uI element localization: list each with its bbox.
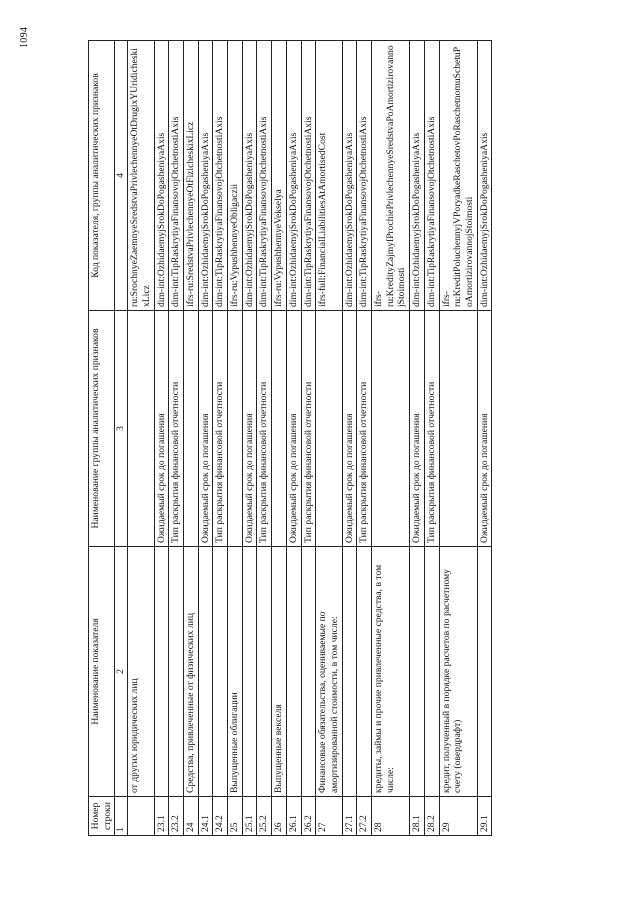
- table-row: [424, 41, 439, 836]
- table-row: [272, 41, 287, 836]
- indicator-table: [88, 40, 492, 836]
- group-name-cell: Тип раскрытия финансовой отчетности: [257, 311, 272, 547]
- table-row: [301, 41, 316, 836]
- indicator-code-cell: dim-int:TipRaskrytiyaFinansovojOtchetnostiAxis: [301, 41, 316, 311]
- group-name-cell: [439, 311, 477, 547]
- table-row: [477, 41, 492, 836]
- indicator-code-cell: dim-int:OzhidaemyjSrokDoPogasheniyaAxis: [477, 41, 492, 311]
- indicator-name-cell: кредиты, займы и прочие привлеченные средства, в том числе:: [372, 547, 410, 797]
- table-body: [115, 41, 492, 836]
- group-name-cell: [228, 311, 243, 547]
- indicator-code-cell: ru:SrochnyeZaemnyeSredstvaPrivlechennyeOtDrugixYUridicheskixLicz: [128, 41, 154, 311]
- table-row: [372, 41, 410, 836]
- group-name-cell: Ожидаемый срок до погашения: [477, 311, 492, 547]
- table-row: [228, 41, 243, 836]
- row-number-cell: 27.2: [357, 797, 372, 836]
- row-number-cell: 24: [183, 797, 198, 836]
- indicator-code-cell: dim-int:TipRaskrytiyaFinansovojOtchetnostiAxis: [169, 41, 184, 311]
- indicator-code-cell: ifrs-ru:SredstvaPrivlechennyeOtFizicheskixLicz: [183, 41, 198, 311]
- row-number-cell: 23.2: [169, 797, 184, 836]
- indicator-code-cell: dim-int:OzhidaemyjSrokDoPogasheniyaAxis: [342, 41, 357, 311]
- group-name-cell: Ожидаемый срок до погашения: [198, 311, 213, 547]
- table-row: [213, 41, 228, 836]
- group-name-cell: [272, 311, 287, 547]
- table-row: [183, 41, 198, 836]
- row-number-cell: 29.1: [477, 797, 492, 836]
- group-name-cell: [128, 311, 154, 547]
- indicator-code-cell: ifrs-ru:KredityZajmyIProchiePrivlechennyeSredstvaPoAmortizirovannojStoimosti: [372, 41, 410, 311]
- row-number-cell: 28.1: [410, 797, 425, 836]
- table-row: [169, 41, 184, 836]
- group-name-cell: Тип раскрытия финансовой отчетности: [357, 311, 372, 547]
- header-indicator-name: Наименование показателя: [89, 547, 115, 797]
- group-name-cell: Ожидаемый срок до погашения: [242, 311, 257, 547]
- indicator-name-cell: [213, 547, 228, 797]
- indicator-code-cell: ifrs-ru:KreditPoluchennyjVPoryadkeRaschetovPoRaschetnomuSchetuPoAmortizirovannojStoimosti: [439, 41, 477, 311]
- indicator-name-cell: [342, 547, 357, 797]
- column-number: 1: [115, 797, 128, 836]
- table-row: [410, 41, 425, 836]
- indicator-name-cell: [198, 547, 213, 797]
- row-number-cell: 27: [316, 797, 342, 836]
- indicator-name-cell: [154, 547, 169, 797]
- indicator-code-cell: dim-int:OzhidaemyjSrokDoPogasheniyaAxis: [242, 41, 257, 311]
- group-name-cell: Тип раскрытия финансовой отчетности: [169, 311, 184, 547]
- group-name-cell: Ожидаемый срок до погашения: [342, 311, 357, 547]
- table-row: [154, 41, 169, 836]
- row-number-cell: 25.1: [242, 797, 257, 836]
- group-name-cell: Ожидаемый срок до погашения: [286, 311, 301, 547]
- table-row: [286, 41, 301, 836]
- indicator-name-cell: [286, 547, 301, 797]
- column-number: 2: [115, 547, 128, 797]
- row-number-cell: 26.1: [286, 797, 301, 836]
- group-name-cell: Ожидаемый срок до погашения: [154, 311, 169, 547]
- indicator-name-cell: Выпущенные векселя: [272, 547, 287, 797]
- header-group-name: Наименование группы аналитических признаков: [89, 311, 115, 547]
- indicator-name-cell: [257, 547, 272, 797]
- header-row-number: Номер строки: [89, 797, 115, 836]
- indicator-code-cell: dim-int:OzhidaemyjSrokDoPogasheniyaAxis: [410, 41, 425, 311]
- table-row: [198, 41, 213, 836]
- indicator-name-cell: [477, 547, 492, 797]
- row-number-cell: 27.1: [342, 797, 357, 836]
- group-name-cell: [372, 311, 410, 547]
- indicator-code-cell: dim-int:OzhidaemyjSrokDoPogasheniyaAxis: [286, 41, 301, 311]
- row-number-cell: 24.1: [198, 797, 213, 836]
- indicator-name-cell: [242, 547, 257, 797]
- header-indicator-code: Код показателя, группы аналитических признаков: [89, 41, 115, 311]
- indicator-name-cell: от других юридических лиц: [128, 547, 154, 797]
- page-number: 1094: [19, 26, 30, 48]
- indicator-code-cell: ifrs-ru:VypushhennyeVekselya: [272, 41, 287, 311]
- indicator-name-cell: кредит, полученный в порядке расчетов по расчетному счету (овердрафт): [439, 547, 477, 797]
- indicator-name-cell: Финансовые обязательства, оцениваемые по амортизированной стоимости, в том числе:: [316, 547, 342, 797]
- indicator-code-cell: dim-int:TipRaskrytiyaFinansovojOtchetnostiAxis: [424, 41, 439, 311]
- table-row: [316, 41, 342, 836]
- row-number-cell: 28: [372, 797, 410, 836]
- indicator-name-cell: [424, 547, 439, 797]
- indicator-name-cell: Выпущенные облигации: [228, 547, 243, 797]
- group-name-cell: Тип раскрытия финансовой отчетности: [424, 311, 439, 547]
- row-number-cell: 29: [439, 797, 477, 836]
- row-number-cell: 28.2: [424, 797, 439, 836]
- row-number-cell: 25: [228, 797, 243, 836]
- indicator-name-cell: [301, 547, 316, 797]
- indicator-name-cell: [410, 547, 425, 797]
- group-name-cell: Ожидаемый срок до погашения: [410, 311, 425, 547]
- group-name-cell: [316, 311, 342, 547]
- indicator-code-cell: dim-int:OzhidaemyjSrokDoPogasheniyaAxis: [154, 41, 169, 311]
- row-number-cell: 23.1: [154, 797, 169, 836]
- column-number-row: [115, 41, 128, 836]
- indicator-name-cell: [357, 547, 372, 797]
- table-row: [257, 41, 272, 836]
- row-number-cell: 24.2: [213, 797, 228, 836]
- row-number-cell: 25.2: [257, 797, 272, 836]
- table-row: [128, 41, 154, 836]
- indicator-name-cell: [169, 547, 184, 797]
- group-name-cell: [183, 311, 198, 547]
- column-number: 3: [115, 311, 128, 547]
- row-number-cell: 26: [272, 797, 287, 836]
- indicator-code-cell: dim-int:TipRaskrytiyaFinansovojOtchetnostiAxis: [213, 41, 228, 311]
- indicator-code-cell: ifrs-full:FinancialLiabilitiesAtAmortisedCost: [316, 41, 342, 311]
- indicator-code-cell: dim-int:TipRaskrytiyaFinansovojOtchetnostiAxis: [257, 41, 272, 311]
- column-number: 4: [115, 41, 128, 311]
- indicator-code-cell: dim-int:TipRaskrytiyaFinansovojOtchetnostiAxis: [357, 41, 372, 311]
- indicator-code-cell: ifrs-ru:VypushhennyeObligaczii: [228, 41, 243, 311]
- table-row: [439, 41, 477, 836]
- group-name-cell: Тип раскрытия финансовой отчетности: [213, 311, 228, 547]
- indicator-code-cell: dim-int:OzhidaemyjSrokDoPogasheniyaAxis: [198, 41, 213, 311]
- table-header-row: [89, 41, 115, 836]
- table-row: [342, 41, 357, 836]
- table-row: [357, 41, 372, 836]
- group-name-cell: Тип раскрытия финансовой отчетности: [301, 311, 316, 547]
- row-number-cell: 26.2: [301, 797, 316, 836]
- indicator-name-cell: Средства, привлеченные от физических лиц: [183, 547, 198, 797]
- table-row: [242, 41, 257, 836]
- row-number-cell: [128, 797, 154, 836]
